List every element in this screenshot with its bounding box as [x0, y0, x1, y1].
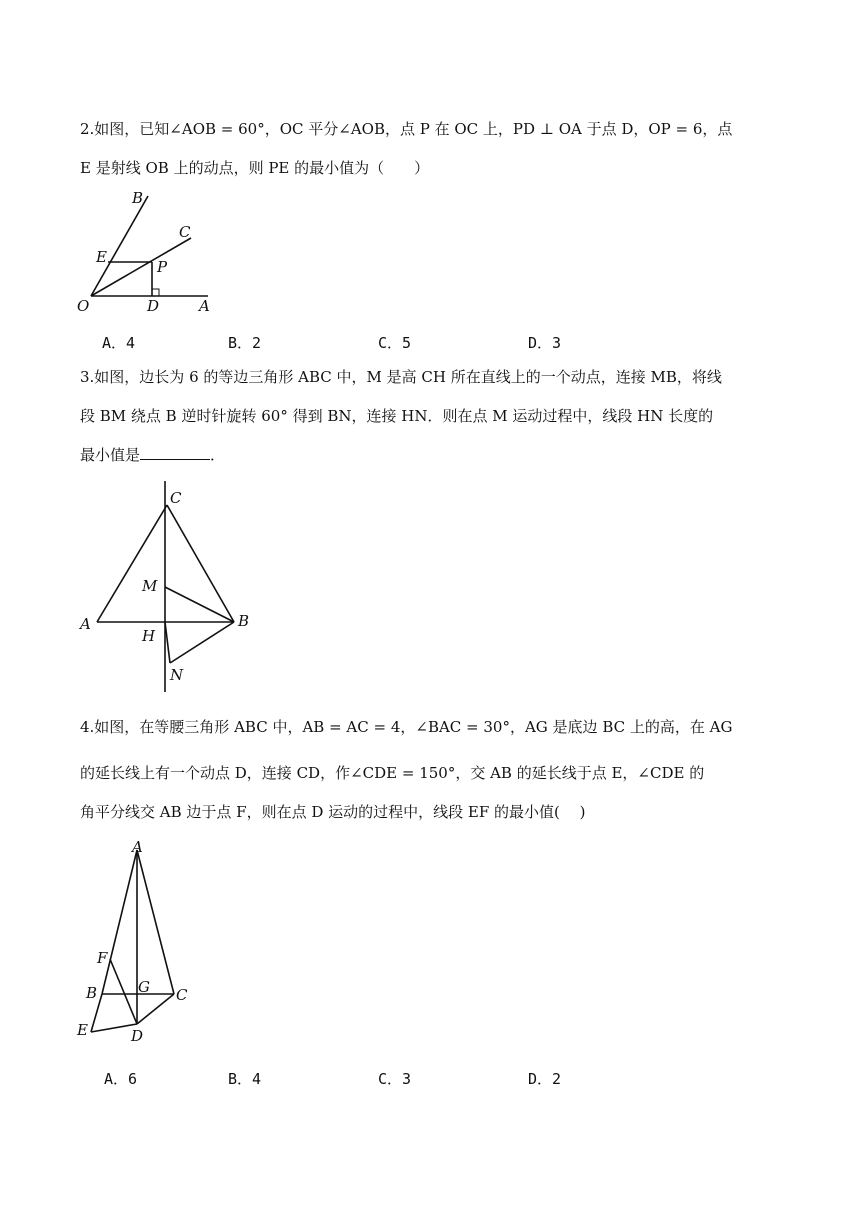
q3-text-line2: 段 BM 绕点 B 逆时针旋转 60° 得到 BN，连接 HN．则在点 M 运动过程中，线段 HN 长度的: [80, 407, 714, 425]
q4-label-d: D: [131, 1027, 144, 1045]
q3-figure: [76, 478, 266, 696]
q2-right-angle-mark: [152, 289, 159, 296]
q4-label-f: F: [97, 949, 108, 967]
q4-text-line3: 角平分线交 AB 边于点 F，则在点 D 运动的过程中，线段 EF 的最小值( ): [80, 803, 586, 821]
q2-option-c: C．5: [378, 334, 412, 352]
q4-option-c: C．3: [378, 1070, 412, 1088]
q4-text-line2: 的延长线上有一个动点 D，连接 CD，作∠CDE = 150°，交 AB 的延长线于点 E，∠CDE 的: [80, 764, 705, 782]
q2-text-line1: 2.如图，已知∠AOB = 60°，OC 平分∠AOB，点 P 在 OC 上，PD ⊥ OA 于点 D，OP = 6，点: [80, 120, 733, 138]
q4-option-d: D．2: [528, 1070, 562, 1088]
q3-label-h: H: [142, 627, 156, 645]
q4-segment-cd: [137, 994, 174, 1024]
q4-label-b: B: [86, 984, 98, 1002]
q3-answer-blank: [140, 445, 210, 460]
q4-option-b: B．4: [228, 1070, 262, 1088]
q3-text-line3-prefix: 最小值是: [80, 446, 141, 464]
q4-label-c: C: [176, 986, 188, 1004]
q3-label-m: M: [142, 577, 158, 595]
q2-option-d: D．3: [528, 334, 562, 352]
q3-side-ac: [97, 505, 167, 622]
q3-label-a: A: [80, 615, 91, 633]
q2-label-c: C: [179, 223, 191, 241]
q4-label-e: E: [77, 1021, 88, 1039]
q3-segment-bn: [170, 622, 234, 663]
q4-label-g: G: [138, 978, 150, 996]
q3-text-line3-suffix: ．: [210, 446, 226, 464]
q2-label-p: P: [157, 258, 168, 276]
q4-option-a: A．6: [104, 1070, 138, 1088]
q2-option-a: A．4: [102, 334, 136, 352]
q2-figure: [72, 190, 222, 320]
q3-text-line1: 3.如图，边长为 6 的等边三角形 ABC 中，M 是高 CH 所在直线上的一个动点，连接 MB，将线: [80, 368, 722, 386]
q2-option-b: B．2: [228, 334, 262, 352]
q4-label-a: A: [132, 838, 143, 856]
q4-side-ac: [137, 850, 174, 994]
q2-ray-oc: [91, 238, 191, 296]
q2-text-line2: E 是射线 OB 上的动点，则 PE 的最小值为（ ）: [80, 159, 430, 177]
q4-text-line1: 4.如图，在等腰三角形 ABC 中，AB = AC = 4，∠BAC = 30°，AG 是底边 BC 上的高，在 AG: [80, 718, 733, 736]
q2-label-a: A: [199, 297, 210, 315]
q2-label-e: E: [96, 248, 107, 266]
q3-label-c: C: [170, 489, 182, 507]
q4-side-ab: [102, 850, 137, 994]
q2-ray-ob: [91, 196, 148, 296]
q2-label-b: B: [132, 190, 144, 207]
q4-figure: [72, 836, 202, 1046]
q3-text-line3: [80, 444, 780, 466]
q2-label-d: D: [147, 297, 160, 315]
q3-label-n: N: [170, 666, 184, 684]
q3-label-b: B: [238, 612, 250, 630]
q2-label-o: O: [77, 297, 90, 315]
q4-segment-df: [110, 959, 137, 1024]
